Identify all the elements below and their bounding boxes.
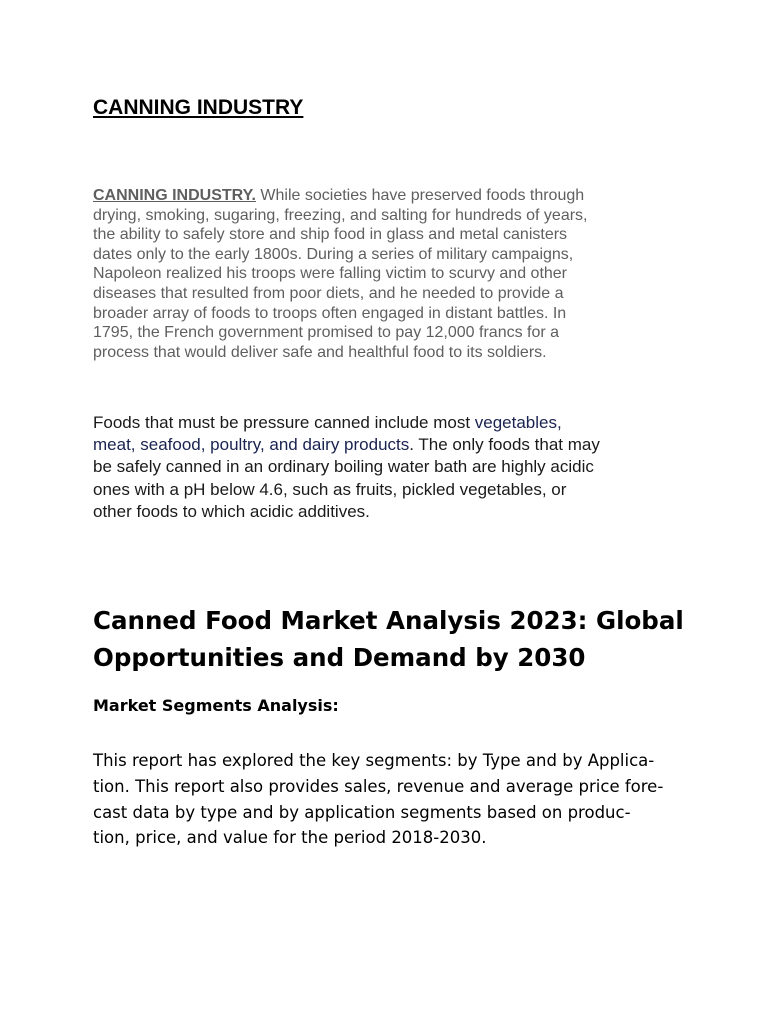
market-segments-subheading: Market Segments Analysis: xyxy=(93,696,339,715)
market-report-paragraph xyxy=(93,748,683,851)
pressure-text: be safely canned in an ordinary boiling water bath are highly acidic xyxy=(93,457,594,477)
pressure-text: Foods that must be pressure canned include most xyxy=(93,413,475,432)
intro-text-line: 1795, the French government promised to pay 12,000 francs for a xyxy=(93,324,560,342)
report-text-line: tion, price, and value for the period 2018-2030. xyxy=(93,828,487,848)
page-title: CANNING INDUSTRY xyxy=(93,96,304,119)
intro-text-line: Napoleon realized his troops were falling victim to scurvy and other xyxy=(93,265,568,283)
highlighted-foods: vegetables, xyxy=(474,413,562,432)
market-analysis-heading xyxy=(93,602,693,676)
intro-paragraph xyxy=(93,186,668,362)
report-text-line: tion. This report also provides sales, revenue and average price fore- xyxy=(93,776,664,796)
heading-line: Canned Food Market Analysis 2023: Global xyxy=(93,606,684,635)
intro-lead: CANNING INDUSTRY. xyxy=(93,187,256,204)
highlighted-foods: meat, seafood, poultry, and dairy products xyxy=(93,435,410,455)
pressure-text: . The only foods that may xyxy=(409,435,600,455)
intro-text-line: diseases that resulted from poor diets, and he needed to provide a xyxy=(93,284,564,302)
intro-text-line: process that would deliver safe and healthful food to its soldiers. xyxy=(93,343,547,361)
report-text-line: cast data by type and by application segments based on produc- xyxy=(93,802,631,822)
intro-text-line: While societies have preserved foods through xyxy=(255,187,585,204)
heading-line: Opportunities and Demand by 2030 xyxy=(93,643,586,672)
intro-text-line: drying, smoking, sugaring, freezing, and salting for hundreds of years, xyxy=(93,206,588,224)
intro-text-line: broader array of foods to troops often engaged in distant battles. In xyxy=(93,304,567,322)
report-text-line: This report has explored the key segments: by Type and by Applica- xyxy=(93,751,655,770)
pressure-text: ones with a pH below 4.6, such as fruits, pickled vegetables, or xyxy=(93,479,567,499)
pressure-text: other foods to which acidic additives. xyxy=(93,501,370,521)
intro-text-line: dates only to the early 1800s. During a series of military campaigns, xyxy=(93,245,574,263)
pressure-canning-paragraph xyxy=(93,412,683,523)
intro-text-line: the ability to safely store and ship food in glass and metal canisters xyxy=(93,226,568,244)
